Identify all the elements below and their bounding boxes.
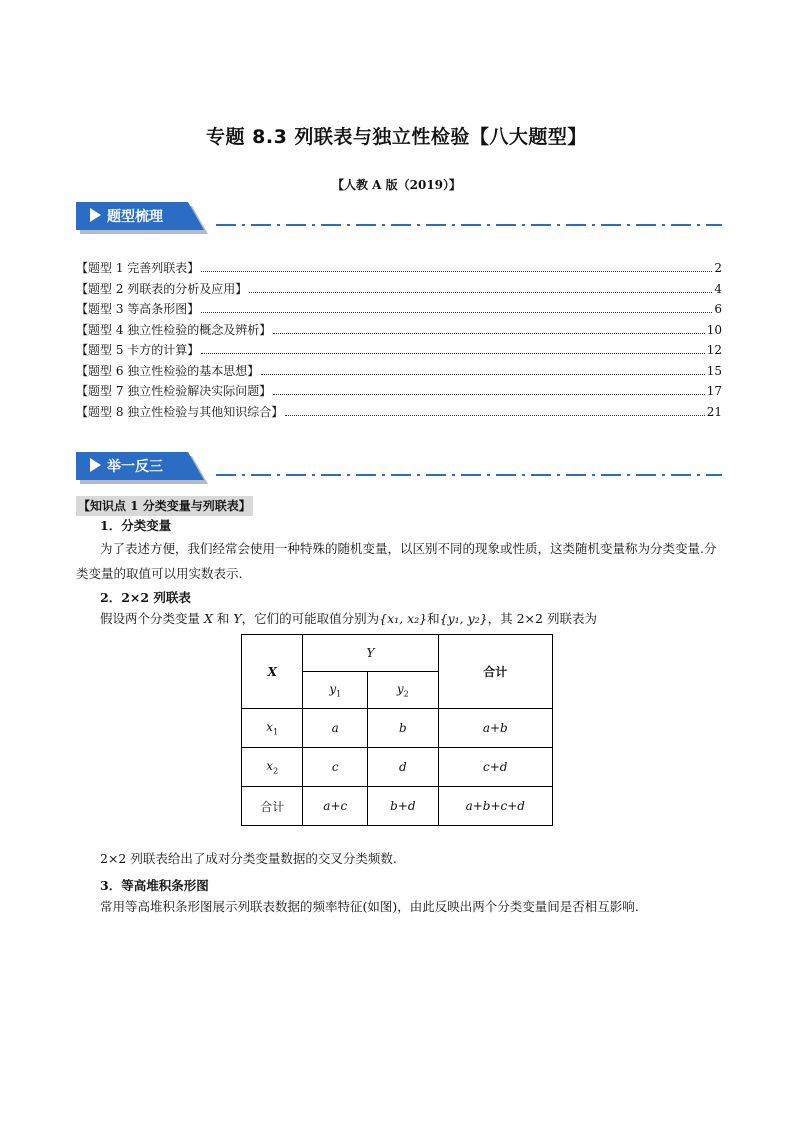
toc-item[interactable] xyxy=(76,320,722,341)
paragraph xyxy=(76,606,722,631)
toc-item[interactable] xyxy=(76,361,722,382)
leader-dots xyxy=(261,374,704,375)
header-y1: $y_1$ xyxy=(303,672,368,709)
cell: d xyxy=(368,748,439,787)
set-notation: {y₁, y₂} xyxy=(439,611,488,626)
section-heading: 1．分类变量 xyxy=(100,518,172,533)
toc-item[interactable] xyxy=(76,258,722,279)
toc-item-label: 【题型 4 独立性检验的概念及辨析】 xyxy=(76,322,272,337)
toc-item[interactable] xyxy=(76,402,722,423)
text-run: 和 xyxy=(427,611,440,626)
toc-item-page: 6 xyxy=(714,302,722,316)
paragraph: 常用等高堆积条形图展示列联表数据的频率特征(如图)，由此反映出两个分类变量间是否相互影响. xyxy=(100,899,639,914)
text-run: 和 xyxy=(212,611,234,626)
cell-total: a+b xyxy=(438,709,552,748)
row-label: 合计 xyxy=(242,787,303,826)
banner-label: 题型梳理 xyxy=(107,209,163,225)
banner-rule xyxy=(216,474,722,476)
text-run: ，它们的可能取值分别为 xyxy=(241,611,380,626)
cell: a+c xyxy=(303,787,368,826)
toc-item[interactable] xyxy=(76,299,722,320)
toc-item-page: 4 xyxy=(714,281,722,296)
section-heading: 3．等高堆积条形图 xyxy=(100,878,209,893)
text-run: 假设两个分类变量 xyxy=(100,611,204,626)
cell: a xyxy=(303,709,368,748)
table-of-contents xyxy=(76,258,722,422)
leader-dots xyxy=(285,415,704,416)
toc-item-label: 【题型 6 独立性检验的基本思想】 xyxy=(76,363,260,378)
leader-dots xyxy=(201,353,704,354)
section-banner-topics xyxy=(76,202,722,234)
table-row xyxy=(242,709,553,748)
cell-total: c+d xyxy=(438,748,552,787)
toc-item[interactable] xyxy=(76,340,722,361)
paragraph: 2×2 列联表给出了成对分类变量数据的交叉分类频数. xyxy=(100,851,397,866)
header-y2: $y_2$ xyxy=(368,672,439,709)
variable-x: X xyxy=(203,611,213,626)
toc-item[interactable] xyxy=(76,279,722,300)
leader-dots xyxy=(273,333,704,334)
toc-item-label: 【题型 1 完善列联表】 xyxy=(76,261,200,275)
toc-item-label: 【题型 7 独立性检验解决实际问题】 xyxy=(76,384,272,398)
play-arrow-icon xyxy=(90,458,101,472)
toc-item[interactable] xyxy=(76,381,722,402)
banner-label: 举一反三 xyxy=(107,459,163,475)
contingency-table xyxy=(241,634,553,826)
leader-dots xyxy=(201,271,712,272)
header-y: Y xyxy=(303,635,438,672)
toc-item-label: 【题型 2 列联表的分析及应用】 xyxy=(76,281,248,296)
play-arrow-icon xyxy=(90,208,101,222)
toc-item-label: 【题型 3 等高条形图】 xyxy=(76,302,200,316)
table-row xyxy=(242,787,553,826)
page-subtitle: 【人教 A 版（2019）】 xyxy=(331,178,462,192)
toc-item-label: 【题型 5 卡方的计算】 xyxy=(76,343,200,357)
toc-item-page: 10 xyxy=(706,322,722,337)
header-total: 合计 xyxy=(438,635,552,709)
cell: c xyxy=(303,748,368,787)
leader-dots xyxy=(201,312,712,313)
toc-item-page: 21 xyxy=(706,404,722,419)
banner-rule xyxy=(216,224,722,226)
text-run: ，其 2×2 列联表为 xyxy=(487,611,597,626)
toc-item-page: 15 xyxy=(706,363,722,378)
section-banner-examples xyxy=(76,452,722,484)
table-row xyxy=(242,748,553,787)
row-label: $x_1$ xyxy=(242,709,303,748)
header-x: X xyxy=(242,635,303,709)
set-notation: {x₁, x₂} xyxy=(379,611,428,626)
paragraph: 为了表述方便，我们经常会使用一种特殊的随机变量，以区别不同的现象或性质，这类随机变量称为分类变量.分类变量的取值可以用实数表示. xyxy=(76,541,717,581)
toc-item-page: 12 xyxy=(706,343,722,357)
section-heading: 2．2×2 列联表 xyxy=(100,590,191,605)
row-label: $x_2$ xyxy=(242,748,303,787)
toc-item-page: 2 xyxy=(714,261,722,275)
toc-item-page: 17 xyxy=(706,384,722,398)
cell: b+d xyxy=(368,787,439,826)
knowledge-point-heading: 【知识点 1 分类变量与列联表】 xyxy=(76,496,253,516)
leader-dots xyxy=(249,292,712,293)
cell-total: a+b+c+d xyxy=(438,787,552,826)
cell: b xyxy=(368,709,439,748)
variable-y: Y xyxy=(233,611,242,626)
toc-item-label: 【题型 8 独立性检验与其他知识综合】 xyxy=(76,404,284,419)
leader-dots xyxy=(273,394,704,395)
page-title: 专题 8.3 列联表与独立性检验【八大题型】 xyxy=(206,126,587,148)
